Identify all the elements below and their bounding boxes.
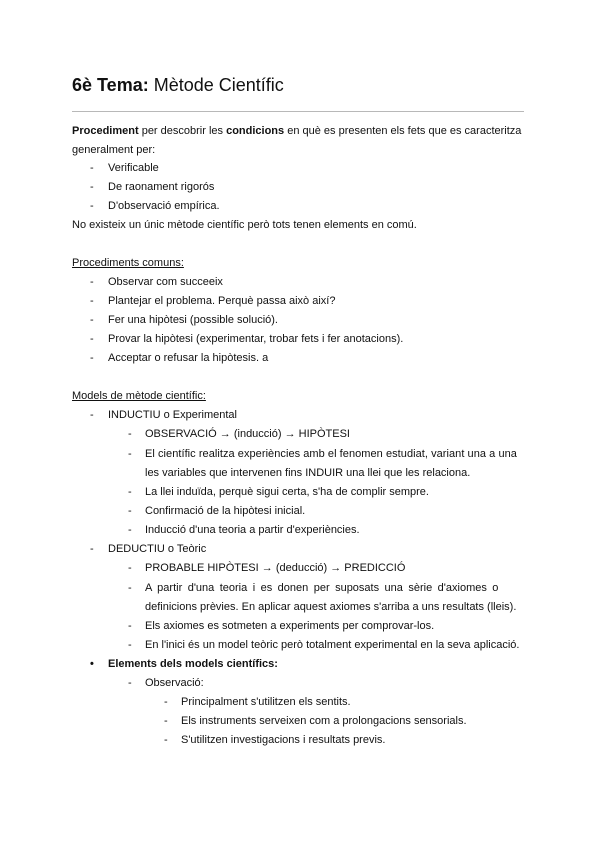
procedure-item: Fer una hipòtesi (possible solució). [108,314,278,326]
bullet-icon: • [90,658,94,670]
inductiu-item: La llei induïda, perquè sigui certa, s'ha de complir sempre. [145,486,429,498]
deductiu-flow: PROBABLE HIPÒTESI → (deducció) → PREDICCIÓ [145,562,406,574]
list-dash: - [90,543,94,555]
list-dash: - [164,696,168,708]
intro-emphasis: condicions [226,125,285,137]
intro-part-2: en què es presenten els fets que es caracteritza [284,125,522,137]
list-dash: - [128,524,132,536]
list-dash: - [128,486,132,498]
intro-part-1: per descobrir les [138,125,227,137]
list-dash: - [90,333,94,345]
list-dash: - [128,448,132,460]
inductiu-item-2-line-2: les variables que intervenen fins INDUIR una llei que les relaciona. [145,467,471,479]
intro-line-1 [72,124,521,138]
observacio-item: Principalment s'utilitzen els sentits. [181,696,351,708]
inductiu-item: Confirmació de la hipòtesi inicial. [145,505,306,517]
list-dash: - [90,276,94,288]
list-dash: - [90,409,94,421]
procedure-item: Plantejar el problema. Perquè passa això així? [108,295,336,307]
intro-item: Verificable [108,162,159,174]
list-dash: - [128,562,132,574]
list-dash: - [90,162,94,174]
deductiu-item-2-line-1: A partir d'una teoria i es donen per suposats una sèrie d'axiomes o [145,582,499,594]
title-text: Mètode Científic [148,75,284,95]
list-dash: - [90,314,94,326]
intro-item: De raonament rigorós [108,181,215,193]
title-number: 6è Tema: [72,75,149,95]
list-dash: - [90,200,94,212]
observacio-label: Observació: [145,677,204,689]
model-inductiu-label: INDUCTIU o Experimental [108,409,237,421]
title-divider [72,111,524,112]
model-deductiu-label: DEDUCTIU o Teòric [108,543,207,555]
intro-line-2: generalment per: [72,144,156,156]
list-dash: - [164,715,168,727]
list-dash: - [128,582,132,594]
observacio-item: S'utilitzen investigacions i resultats previs. [181,734,386,746]
list-dash: - [90,181,94,193]
intro-closing: No existeix un únic mètode científic però tots tenen elements en comú. [72,219,417,231]
list-dash: - [90,352,94,364]
list-dash: - [128,677,132,689]
deductiu-item: Els axiomes es sotmeten a experiments per comprovar-los. [145,620,435,632]
procedure-item: Observar com succeeix [108,276,223,288]
intro-term: Procediment [72,125,139,137]
observacio-item: Els instruments serveixen com a prolongacions sensorials. [181,715,467,727]
list-dash: - [128,428,132,440]
list-dash: - [128,620,132,632]
models-heading: Models de mètode científic: [72,390,206,402]
procedure-item: Provar la hipòtesi (experimentar, trobar fets i fer anotacions). [108,333,404,345]
inductiu-item: Inducció d'una teoria a partir d'experiències. [145,524,360,536]
intro-item: D'observació empírica. [108,200,220,212]
procedures-heading: Procediments comuns: [72,257,184,269]
list-dash: - [164,734,168,746]
list-dash: - [90,295,94,307]
page-title [72,74,284,96]
elements-label: Elements dels models científics: [108,658,278,670]
procedure-item: Acceptar o refusar la hipòtesis. a [108,352,269,364]
list-dash: - [128,639,132,651]
deductiu-item: En l'inici és un model teòric però totalment experimental en la seva aplicació. [145,639,520,651]
inductiu-flow: OBSERVACIÓ → (inducció) → HIPÒTESI [145,428,350,440]
deductiu-item-2-line-2: definicions prèvies. En aplicar aquest axiomes s'arriba a uns resultats (lleis). [145,601,517,613]
inductiu-item-2-line-1: El científic realitza experiències amb el fenomen estudiat, variant una a una [145,448,517,460]
list-dash: - [128,505,132,517]
